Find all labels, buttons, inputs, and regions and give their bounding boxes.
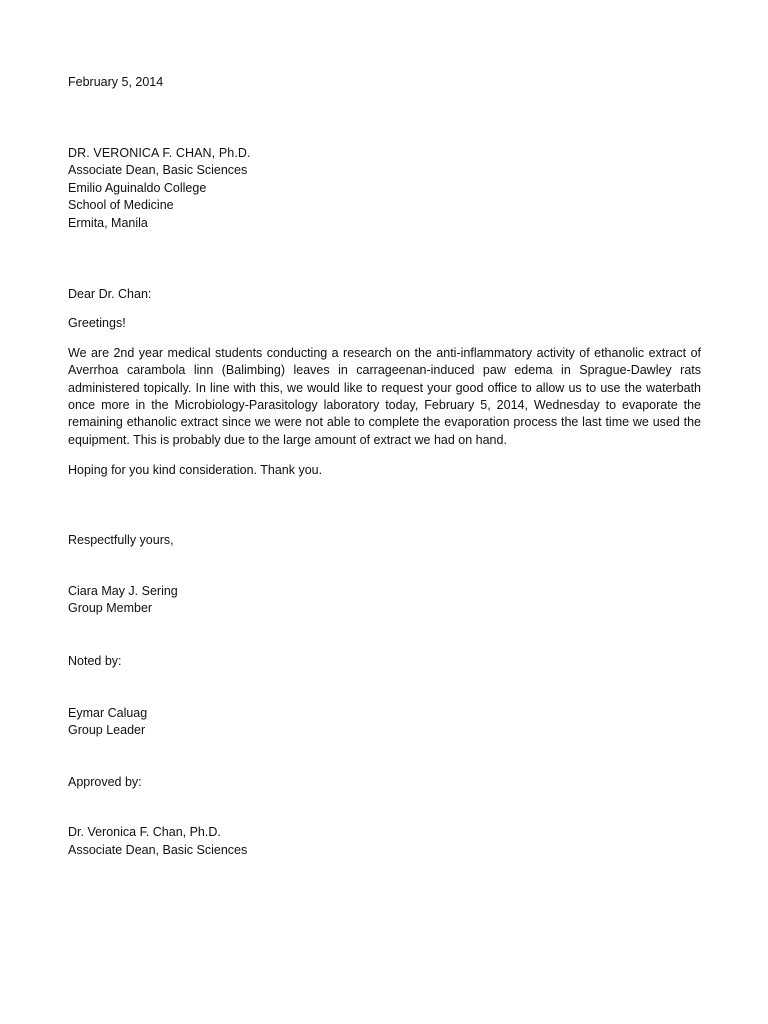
approved-by-label: Approved by:: [68, 774, 142, 789]
recipient-school: School of Medicine: [68, 198, 174, 213]
closing-line: Hoping for you kind consideration. Thank you.: [68, 462, 323, 477]
noted-by-label: Noted by:: [68, 654, 122, 669]
recipient-institution: Emilio Aguinaldo College: [68, 180, 207, 195]
approved-signer-block: [68, 824, 701, 859]
recipient-block: [68, 145, 701, 233]
recipient-name: DR. VERONICA F. CHAN, Ph.D.: [68, 145, 251, 160]
body-paragraph: We are 2nd year medical students conducting a research on the anti-inflammatory activity of ethanolic extract of Averrhoa carambola linn (Balimbing) leaves in carrageenan-induced paw edema in Sprague-Dawley rats administered topically. In line with this, we would like to request your good office to allow us to use the waterbath once more in the Microbiology-Parasitology laboratory today, February 5, 2014, Wednesday to evaporate the remaining ethanolic extract since we were not able to complete the evaporation process the last time we used the equipment. This is probably due to the large amount of extract we had on hand.: [68, 345, 701, 447]
greeting: Greetings!: [68, 316, 126, 331]
recipient-location: Ermita, Manila: [68, 215, 148, 230]
letter: [68, 74, 701, 860]
signer-role: Group Member: [68, 601, 153, 616]
signer-block: [68, 583, 701, 618]
letter-date: February 5, 2014: [68, 75, 164, 89]
complimentary-close: Respectfully yours,: [68, 533, 174, 548]
noted-signer-block: [68, 705, 701, 740]
noted-signer-name: Eymar Caluag: [68, 705, 148, 720]
noted-signer-role: Group Leader: [68, 723, 146, 738]
approved-signer-name: Dr. Veronica F. Chan, Ph.D.: [68, 825, 221, 840]
approved-signer-role: Associate Dean, Basic Sciences: [68, 843, 248, 858]
recipient-title: Associate Dean, Basic Sciences: [68, 163, 248, 178]
salutation: Dear Dr. Chan:: [68, 286, 152, 301]
signer-name: Ciara May J. Sering: [68, 583, 178, 598]
